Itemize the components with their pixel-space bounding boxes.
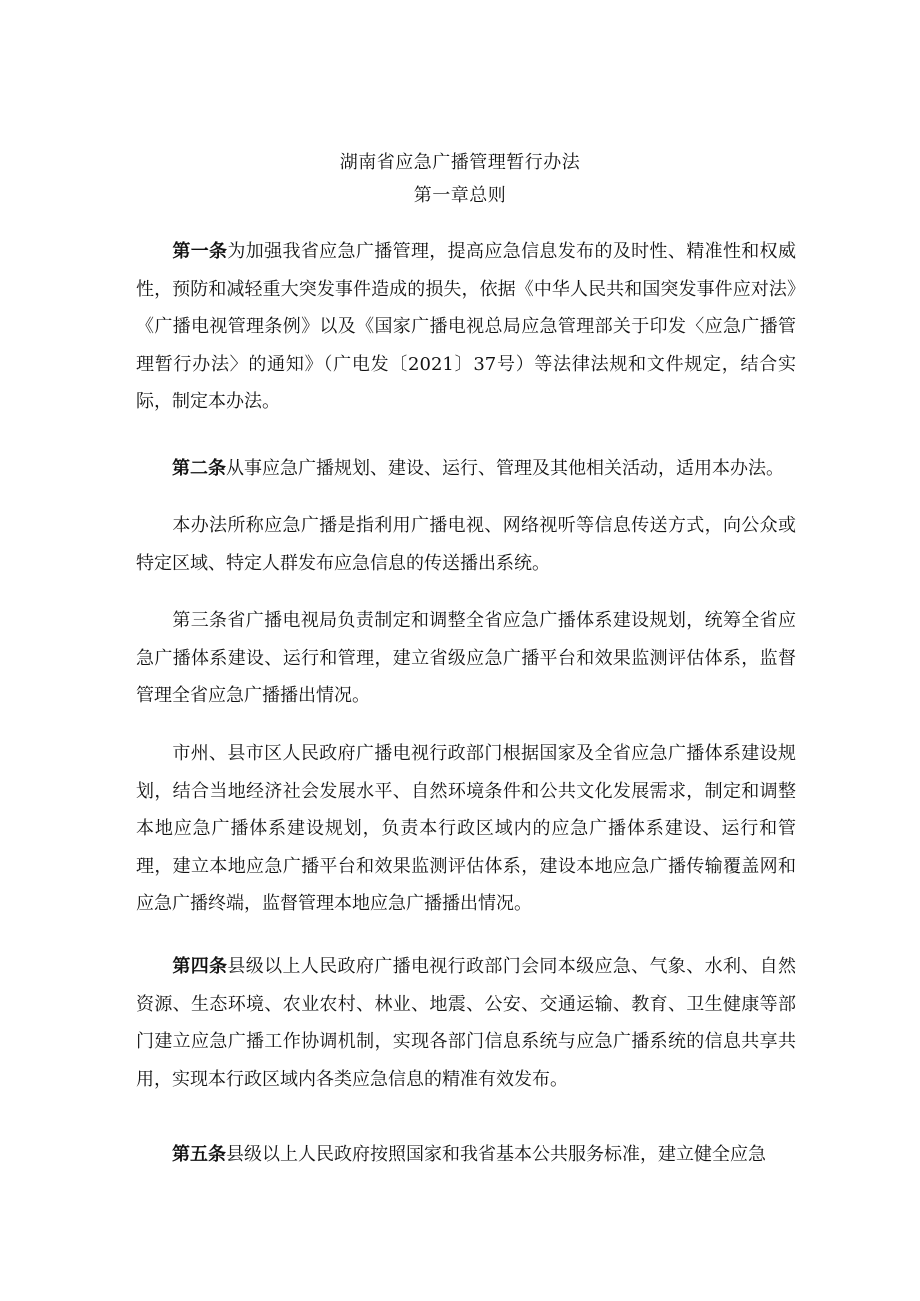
paragraph-text: 市州、县市区人民政府广播电视行政部门根据国家及全省应急广播体系建设规划，结合当地经济社会发展水平、自然环境条件和公共文化发展需求，制定和调整本地应急广播体系建设规划，负责本行政区域内的应急广播体系建设、运行和管理，建立本地应急广播平台和效果监测评估体系，建设本地应急广播传输覆盖网和应急广播终端，监督管理本地应急广播播出情况。 — [136, 743, 796, 915]
paragraph-article-4 — [136, 948, 796, 1098]
paragraph-article-3 — [136, 602, 796, 715]
paragraph-text: 从事应急广播规划、建设、运行、管理及其他相关活动，适用本办法。 — [226, 458, 784, 479]
paragraph-definition — [136, 507, 796, 582]
paragraph-article-1 — [136, 233, 796, 421]
article-number: 第一条 — [172, 241, 228, 262]
article-number: 第五条 — [172, 1144, 226, 1165]
paragraph-article-5 — [136, 1136, 796, 1174]
paragraph-local-duty — [136, 735, 796, 923]
paragraph-text: 县级以上人民政府按照国家和我省基本公共服务标准，建立健全应急 — [226, 1144, 766, 1165]
chapter-heading: 第一章总则 — [413, 185, 507, 206]
paragraph-text: 县级以上人民政府广播电视行政部门会同本级应急、气象、水利、自然资源、生态环境、农业农村、林业、地震、公安、交通运输、教育、卫生健康等部门建立应急广播工作协调机制，实现各部门信息系统与应急广播系统的信息共享共用，实现本行政区域内各类应急信息的精准有效发布。 — [136, 956, 797, 1090]
article-number: 第四条 — [172, 956, 228, 977]
paragraph-text: 本办法所称应急广播是指利用广播电视、网络视听等信息传送方式，向公众或特定区域、特定人群发布应急信息的传送播出系统。 — [136, 515, 796, 574]
paragraph-text: 第三条省广播电视局负责制定和调整全省应急广播体系建设规划，统筹全省应急广播体系建设、运行和管理，建立省级应急广播平台和效果监测评估体系，监督管理全省应急广播播出情况。 — [136, 610, 796, 707]
document-title: 湖南省应急广播管理暂行办法 — [339, 152, 581, 173]
article-number: 第二条 — [172, 458, 226, 479]
paragraph-article-2 — [136, 450, 796, 488]
paragraph-text: 为加强我省应急广播管理，提高应急信息发布的及时性、精准性和权威性，预防和减轻重大突发事件造成的损失，依据《中华人民共和国突发事件应对法》《广播电视管理条例》以及《国家广播电视总局应急管理部关于印发〈应急广播管理暂行办法〉的通知》（广电发〔2021〕37号）等法律法规和文件规定，结合实际，制定本办法。 — [136, 241, 797, 413]
